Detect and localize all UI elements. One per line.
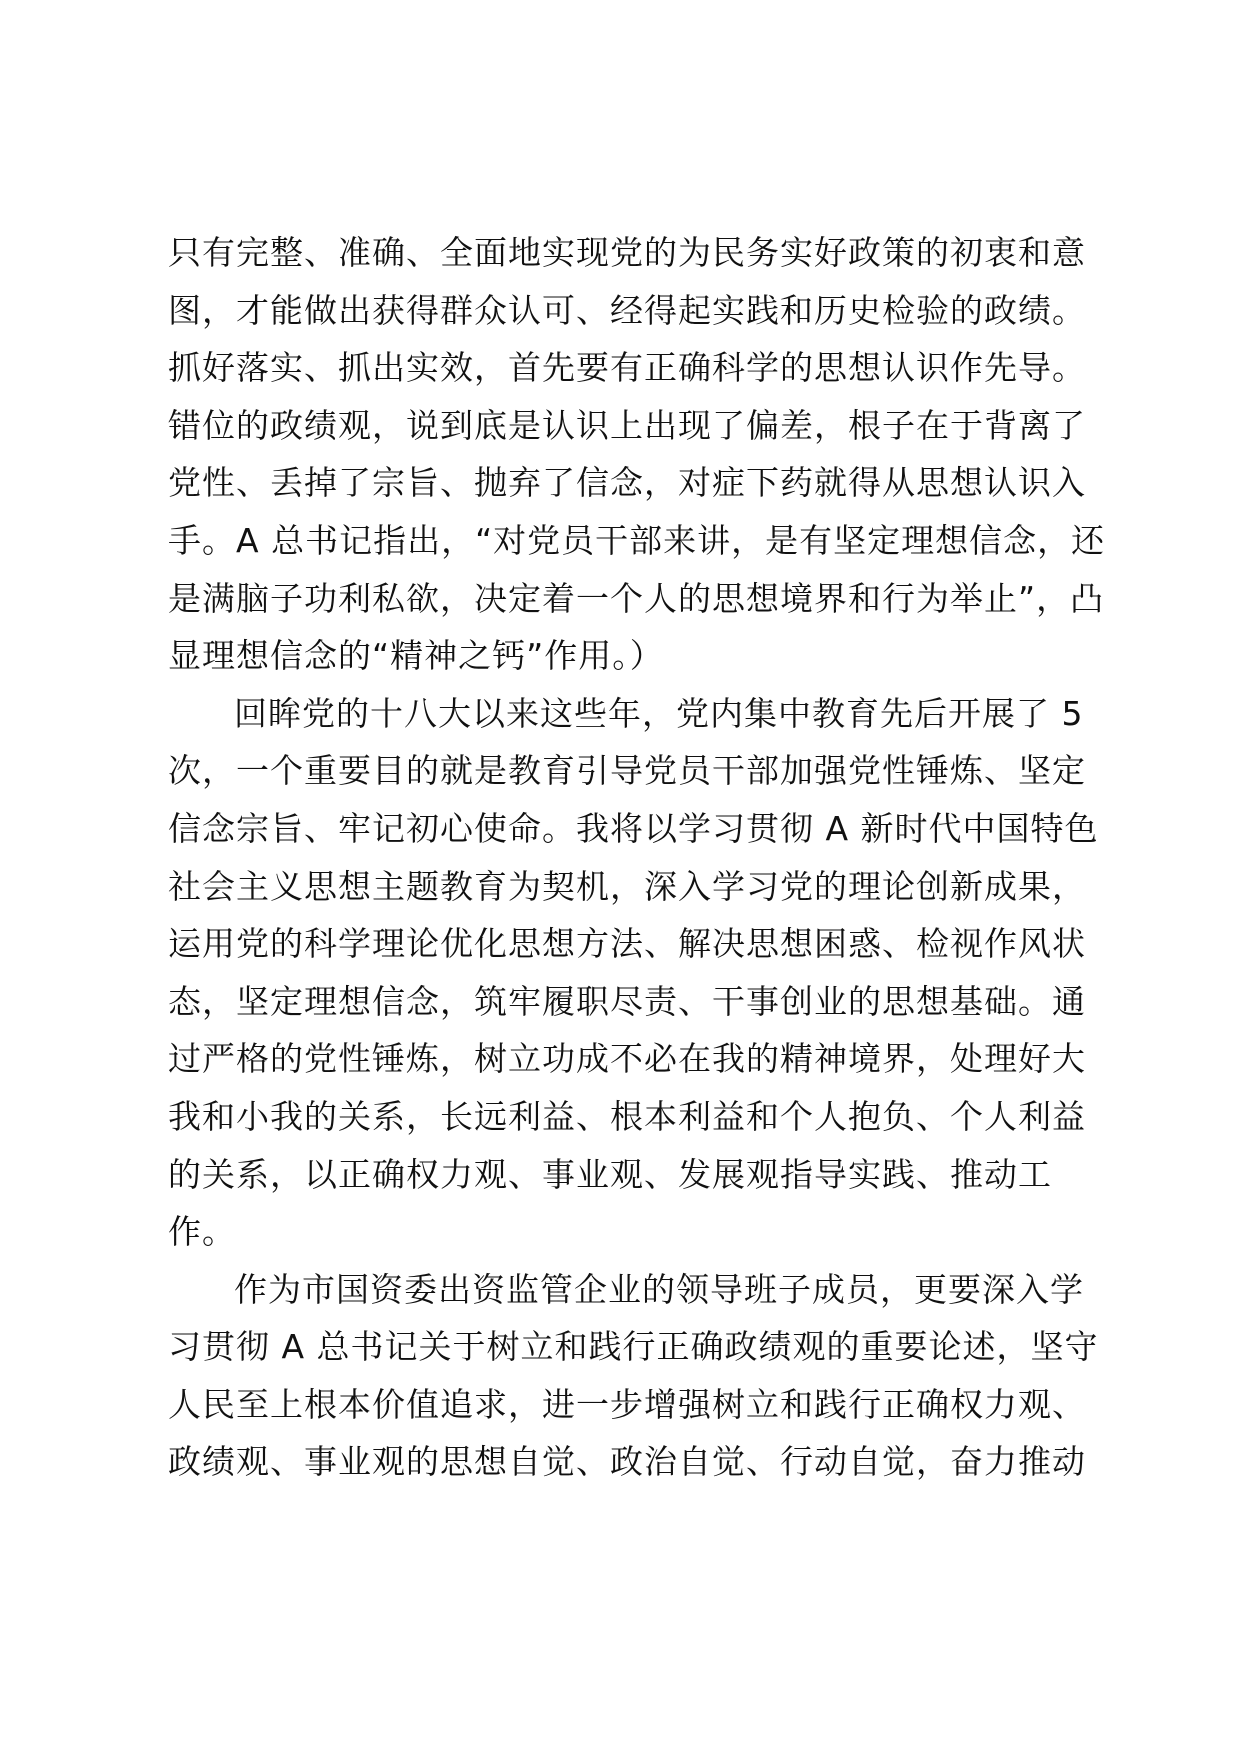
text-line: 作。 xyxy=(168,1212,236,1252)
text-line: 人民至上根本价值追求，进一步增强树立和践行正确权力观、 xyxy=(168,1384,1086,1424)
text-line: 的关系，以正确权力观、事业观、发展观指导实践、推动工 xyxy=(168,1154,1052,1194)
text-line: 显理想信念的“精神之钙”作用。） xyxy=(168,636,664,676)
text-line: 图，才能做出获得群众认可、经得起实践和历史检验的政绩。 xyxy=(168,290,1086,330)
text-line: 习贯彻 A 总书记关于树立和践行正确政绩观的重要论述，坚守 xyxy=(168,1327,1099,1367)
text-line: 信念宗旨、牢记初心使命。我将以学习贯彻 A 新时代中国特色 xyxy=(168,808,1099,848)
text-line: 抓好落实、抓出实效，首先要有正确科学的思想认识作先导。 xyxy=(168,348,1086,388)
body-text xyxy=(168,224,1106,1491)
text-line: 只有完整、准确、全面地实现党的为民务实好政策的初衷和意 xyxy=(168,233,1086,272)
text-line: 过严格的党性锤炼，树立功成不必在我的精神境界，处理好大 xyxy=(168,1039,1086,1079)
text-line: 社会主义思想主题教育为契机，深入学习党的理论创新成果， xyxy=(168,866,1086,906)
text-line: 运用党的科学理论优化思想方法、解决思想困惑、检视作风状 xyxy=(168,924,1086,964)
text-line: 态，坚定理想信念，筑牢履职尽责、干事创业的思想基础。通 xyxy=(168,981,1086,1021)
text-line: 错位的政绩观，说到底是认识上出现了偏差，根子在于背离了 xyxy=(168,405,1086,445)
text-line: 政绩观、事业观的思想自觉、政治自觉、行动自觉，奋力推动 xyxy=(168,1442,1086,1482)
paragraph-first-line: 回眸党的十八大以来这些年，党内集中教育先后开展了 5 xyxy=(234,693,1084,733)
text-line: 我和小我的关系，长远利益、根本利益和个人抱负、个人利益 xyxy=(168,1096,1086,1136)
text-line: 次，一个重要目的就是教育引导党员干部加强党性锤炼、坚定 xyxy=(168,751,1086,791)
text-line: 手。A 总书记指出，“对党员干部来讲，是有坚定理想信念，还 xyxy=(168,520,1106,560)
text-line: 党性、丢掉了宗旨、抛弃了信念，对症下药就得从思想认识入 xyxy=(168,463,1086,503)
paragraph-first-line: 作为市国资委出资监管企业的领导班子成员，更要深入学 xyxy=(234,1269,1084,1309)
text-line: 是满脑子功利私欲，决定着一个人的思想境界和行为举止”，凸 xyxy=(168,578,1105,618)
